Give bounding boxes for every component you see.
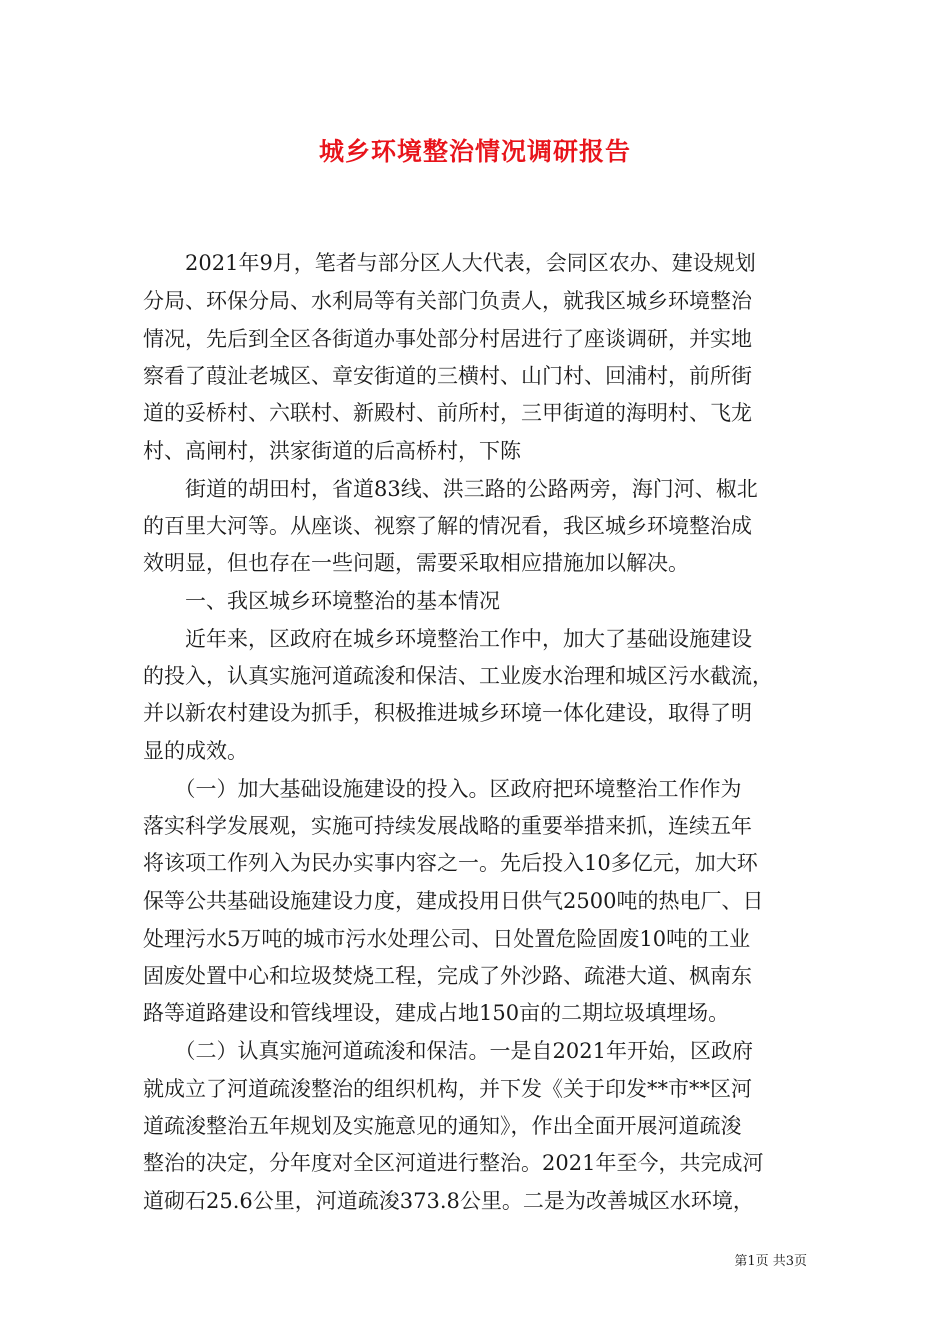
body-line: 2021年9月，笔者与部分区人大代表，会同区农办、建设规划 [143, 251, 756, 275]
body-line: 效明显，但也存在一些问题，需要采取相应措施加以解决。 [143, 551, 689, 575]
body-line: 固废处置中心和垃圾焚烧工程，完成了外沙路、疏港大道、枫南东 [143, 964, 752, 988]
body-line: 村、高闸村，洪家街道的后高桥村，下陈 [143, 439, 521, 463]
body-line: 就成立了河道疏浚整治的组织机构，并下发《关于印发**市**区河 [143, 1077, 752, 1101]
section-heading: 一、我区城乡环境整治的基本情况 [143, 589, 500, 613]
body-line: （一）加大基础设施建设的投入。区政府把环境整治工作作为 [143, 777, 742, 801]
body-line: 整治的决定，分年度对全区河道进行整治。2021年至今，共完成河 [143, 1151, 764, 1175]
body-line: 落实科学发展观，实施可持续发展战略的重要举措来抓，连续五年 [143, 814, 752, 838]
body-line: 路等道路建设和管线埋设，建成占地150亩的二期垃圾填埋场。 [143, 1001, 730, 1025]
body-line: 处理污水5万吨的城市污水处理公司、日处置危险固废10吨的工业 [143, 927, 751, 951]
body-line: 的投入，认真实施河道疏浚和保洁、工业废水治理和城区污水截流， [143, 664, 773, 688]
body-line: 并以新农村建设为抓手，积极推进城乡环境一体化建设，取得了明 [143, 701, 752, 725]
body-line: 察看了葭沚老城区、章安街道的三横村、山门村、回浦村，前所街 [143, 364, 752, 388]
body-line: 保等公共基础设施建设力度，建成投用日供气2500吨的热电厂、日 [143, 889, 764, 913]
body-line: 街道的胡田村，省道83线、洪三路的公路两旁，海门河、椒北 [143, 477, 758, 501]
body-line: 显的成效。 [143, 739, 248, 763]
body-line: 道砌石25.6公里，河道疏浚373.8公里。二是为改善城区水环境， [143, 1189, 754, 1213]
body-line: 的百里大河等。从座谈、视察了解的情况看，我区城乡环境整治成 [143, 514, 752, 538]
body-line: 道疏浚整治五年规划及实施意见的通知》，作出全面开展河道疏浚 [143, 1114, 742, 1138]
body-line: 近年来，区政府在城乡环境整治工作中，加大了基础设施建设 [143, 627, 752, 651]
body-line: 将该项工作列入为民办实事内容之一。先后投入10多亿元，加大环 [143, 851, 758, 875]
body-line: 道的妥桥村、六联村、新殿村、前所村，三甲街道的海明村、飞龙 [143, 401, 752, 425]
page-footer: 第1页 共3页 [734, 1254, 807, 1269]
body-line: 分局、环保分局、水利局等有关部门负责人，就我区城乡环境整治 [143, 289, 752, 313]
page-title: 城乡环境整治情况调研报告 [318, 137, 631, 166]
body-line: （二）认真实施河道疏浚和保洁。一是自2021年开始，区政府 [143, 1039, 753, 1063]
body-line: 情况，先后到全区各街道办事处部分村居进行了座谈调研，并实地 [143, 327, 752, 351]
